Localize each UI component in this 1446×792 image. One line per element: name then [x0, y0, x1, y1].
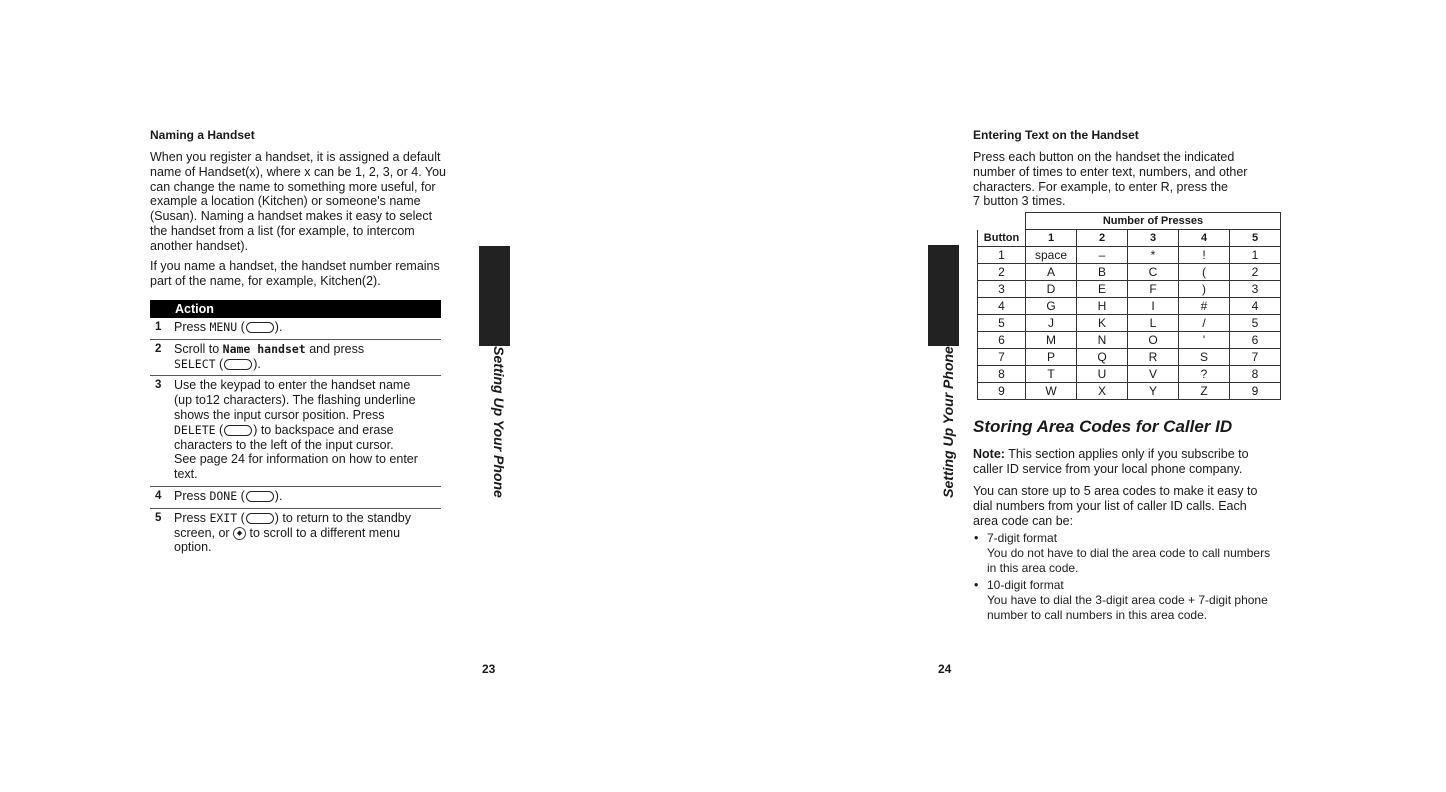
button-cell: 7 — [978, 349, 1026, 366]
char-cell: Z — [1179, 383, 1230, 400]
char-cell: Y — [1128, 383, 1179, 400]
char-cell: # — [1179, 298, 1230, 315]
button-cell: 3 — [978, 281, 1026, 298]
step-text: text. — [174, 467, 198, 482]
char-cell: M — [1026, 332, 1077, 349]
char-cell: B — [1077, 264, 1128, 281]
col-header: 1 — [1026, 230, 1077, 247]
bullet-title: 10-digit format — [987, 578, 1064, 592]
step-text: ). — [274, 488, 283, 503]
text-line: can change the name to something more useful, for — [150, 179, 436, 194]
text-line: number of times to enter text, numbers, and other — [973, 164, 1248, 179]
char-cell: T — [1026, 366, 1077, 383]
char-cell: 1 — [1230, 247, 1281, 264]
char-cell: E — [1077, 281, 1128, 298]
step-text: See page 24 for information on how to enter — [174, 452, 418, 467]
entering-text-paragraph — [973, 150, 1247, 209]
text-line: part of the name, for example, Kitchen(2). — [150, 273, 381, 288]
table-row — [978, 332, 1281, 349]
action-step: 3 Use the keypad to enter the handset name (up to12 characters). The flashing underline shows the input cursor position. Press DELETE ( ) to backspace and erase characters to the left of the input cursor. See page 24 for information on how to enter text. — [150, 376, 441, 487]
text-line: characters. For example, to enter R, press the — [973, 179, 1228, 194]
table-row — [978, 264, 1281, 281]
char-cell: 6 — [1230, 332, 1281, 349]
handset-number-paragraph — [150, 259, 440, 289]
bullet-item — [974, 531, 1271, 575]
softkey-icon — [224, 425, 252, 436]
text-line: When you register a handset, it is assigned a default — [150, 150, 441, 164]
char-cell: J — [1026, 315, 1077, 332]
text-line: Press each button on the handset the indicated — [973, 150, 1235, 164]
area-codes-paragraph — [973, 484, 1257, 528]
char-cell: L — [1128, 315, 1179, 332]
table-row — [978, 349, 1281, 366]
done-key-label: DONE — [209, 488, 238, 503]
step-text: Scroll to — [174, 341, 223, 356]
table-corner — [978, 213, 1026, 230]
naming-intro-paragraph — [150, 150, 446, 254]
step-text: to scroll to a different menu — [246, 525, 401, 540]
softkey-icon — [246, 322, 274, 333]
step-number: 5 — [155, 511, 162, 524]
char-cell: G — [1026, 298, 1077, 315]
text-line: If you name a handset, the handset number remains — [150, 259, 440, 273]
table-row — [978, 383, 1281, 400]
action-header: Action — [150, 300, 441, 318]
section-heading-naming: Naming a Handset — [150, 128, 255, 142]
softkey-icon — [224, 359, 252, 370]
step-number: 1 — [155, 321, 162, 333]
char-cell: 5 — [1230, 315, 1281, 332]
text-line: example a location (Kitchen) or someone's name — [150, 194, 421, 209]
char-cell: N — [1077, 332, 1128, 349]
chapter-tab-marker — [928, 245, 959, 346]
char-cell: / — [1179, 315, 1230, 332]
step-text: ). — [274, 320, 283, 334]
text-line: dial numbers from your list of caller ID calls. Each — [973, 498, 1247, 513]
char-cell: Q — [1077, 349, 1128, 366]
note-label: Note: — [973, 447, 1005, 461]
char-cell: S — [1179, 349, 1230, 366]
char-cell: P — [1026, 349, 1077, 366]
char-cell: H — [1077, 298, 1128, 315]
bullet-title: 7-digit format — [987, 531, 1058, 545]
bullet-text: in this area code. — [987, 560, 1079, 575]
text-line: area code can be: — [973, 513, 1074, 528]
button-cell: 6 — [978, 332, 1026, 349]
action-step: 1 Press MENU ( ). — [150, 318, 441, 340]
bullet-dot-icon: • — [974, 531, 979, 545]
char-cell: – — [1077, 247, 1128, 264]
button-cell: 4 — [978, 298, 1026, 315]
number-of-presses-header: Number of Presses — [1026, 213, 1281, 230]
char-cell: ) — [1179, 281, 1230, 298]
chapter-tab-label: Setting Up Your Phone — [490, 346, 507, 498]
col-header: 5 — [1230, 230, 1281, 247]
softkey-icon — [246, 513, 274, 524]
text-line: name of Handset(x), where x can be 1, 2, 3, or 4. You — [150, 164, 447, 179]
char-cell: D — [1026, 281, 1077, 298]
char-cell: K — [1077, 315, 1128, 332]
bullet-text: You have to dial the 3-digit area code + 7-digit phone — [987, 592, 1268, 607]
char-cell: U — [1077, 366, 1128, 383]
text-line: (Susan). Naming a handset makes it easy to select — [150, 209, 433, 224]
button-presses-table — [977, 212, 1281, 400]
action-step: 4 Press DONE ( ). — [150, 487, 441, 509]
char-cell: 8 — [1230, 366, 1281, 383]
step-text: characters to the left of the input cursor. — [174, 437, 394, 452]
step-text: Press — [174, 488, 210, 503]
step-text: (up to12 characters). The flashing underline — [174, 393, 416, 408]
char-cell: 9 — [1230, 383, 1281, 400]
text-line: caller ID service from your local phone company. — [973, 461, 1243, 476]
button-cell: 1 — [978, 247, 1026, 264]
char-cell: ' — [1179, 332, 1230, 349]
col-header: 4 — [1179, 230, 1230, 247]
step-text: option. — [174, 540, 212, 555]
step-text: Use the keypad to enter the handset name — [174, 378, 411, 393]
step-text: ) to return to the standby — [274, 510, 411, 525]
bullet-text: You do not have to dial the area code to call numbers — [987, 545, 1271, 560]
select-key-label: SELECT — [174, 356, 216, 371]
action-table — [150, 300, 441, 559]
softkey-icon — [246, 491, 274, 502]
char-cell: * — [1128, 247, 1179, 264]
step-number: 2 — [155, 342, 162, 355]
char-cell: 3 — [1230, 281, 1281, 298]
bullet-item — [974, 578, 1268, 622]
step-text: Press — [174, 320, 210, 334]
table-body — [978, 247, 1281, 400]
section-heading-entering-text: Entering Text on the Handset — [973, 128, 1139, 142]
char-cell: ! — [1179, 247, 1230, 264]
char-cell: 2 — [1230, 264, 1281, 281]
delete-key-label: DELETE — [174, 422, 216, 437]
button-column-header: Button — [978, 230, 1026, 247]
section-title-area-codes: Storing Area Codes for Caller ID — [973, 417, 1233, 436]
bullet-dot-icon: • — [974, 578, 979, 592]
page-number: 23 — [482, 662, 496, 676]
char-cell: W — [1026, 383, 1077, 400]
button-cell: 9 — [978, 383, 1026, 400]
char-cell: O — [1128, 332, 1179, 349]
step-number: 4 — [155, 489, 162, 502]
col-header: 2 — [1077, 230, 1128, 247]
step-text: and press — [305, 341, 365, 356]
button-cell: 8 — [978, 366, 1026, 383]
text-line: This section applies only if you subscribe to — [1004, 447, 1249, 461]
table-row — [978, 298, 1281, 315]
char-cell: X — [1077, 383, 1128, 400]
page-number: 24 — [938, 662, 952, 676]
chapter-tab-label: Setting Up Your Phone — [939, 346, 956, 498]
button-cell: 5 — [978, 315, 1026, 332]
text-line: another handset). — [150, 238, 248, 253]
navigation-key-icon: ◆ — [233, 527, 246, 540]
menu-option-label: Name handset — [222, 341, 306, 356]
char-cell: I — [1128, 298, 1179, 315]
char-cell: space — [1026, 247, 1077, 264]
char-cell: R — [1128, 349, 1179, 366]
step-number: 3 — [155, 379, 162, 392]
table-row — [978, 247, 1281, 264]
char-cell: A — [1026, 264, 1077, 281]
table-row — [978, 315, 1281, 332]
table-row — [978, 366, 1281, 383]
text-line: the handset from a list (for example, to intercom — [150, 223, 415, 238]
note-paragraph — [973, 447, 1249, 477]
table-row — [978, 281, 1281, 298]
action-step: 5 Press EXIT ( ) to return to the standby screen, or ◆ to scroll to a different menu option. — [150, 509, 441, 559]
char-cell: C — [1128, 264, 1179, 281]
exit-key-label: EXIT — [209, 510, 238, 525]
menu-key-label: MENU — [209, 320, 238, 334]
text-line: You can store up to 5 area codes to make it easy to — [973, 484, 1258, 498]
char-cell: V — [1128, 366, 1179, 383]
text-line: 7 button 3 times. — [973, 194, 1066, 209]
step-text: ). — [253, 356, 261, 371]
chapter-tab-marker — [479, 246, 510, 346]
step-text: shows the input cursor position. Press — [174, 407, 385, 422]
action-step: 2 Scroll to Name handset and press SELECT ( ). — [150, 340, 441, 377]
button-cell: 2 — [978, 264, 1026, 281]
char-cell: 7 — [1230, 349, 1281, 366]
step-text: screen, or — [174, 525, 234, 540]
step-text: Press — [174, 510, 210, 525]
char-cell: ? — [1179, 366, 1230, 383]
char-cell: F — [1128, 281, 1179, 298]
col-header: 3 — [1128, 230, 1179, 247]
char-cell: 4 — [1230, 298, 1281, 315]
char-cell: ( — [1179, 264, 1230, 281]
bullet-text: number to call numbers in this area code. — [987, 607, 1208, 622]
step-text: ) to backspace and erase — [253, 422, 394, 437]
